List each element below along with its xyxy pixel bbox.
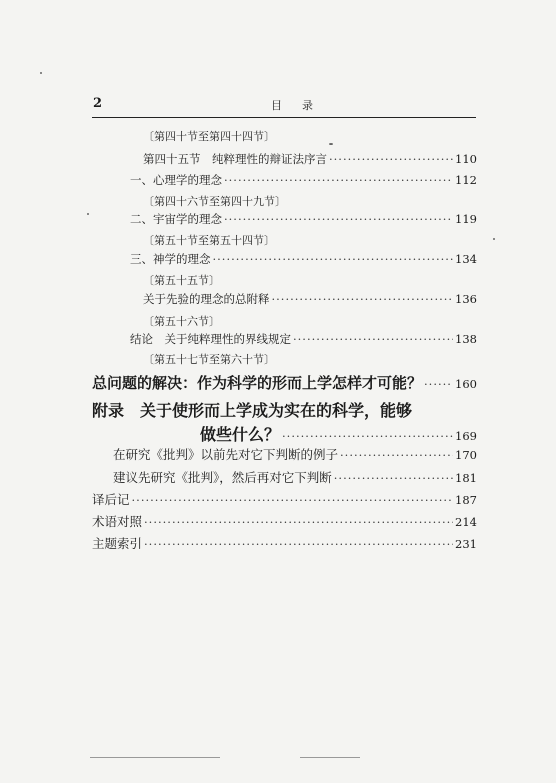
page-ref: 119 bbox=[455, 212, 477, 226]
toc-entry-glossary[interactable]: 术语对照 ····· 214 bbox=[92, 512, 477, 530]
toc-entry-general-question[interactable]: 总问题的解决：作为科学的形而上学怎样才可能？ ····· 160 bbox=[92, 372, 477, 393]
toc-entry-judgment-example[interactable]: 在研究《批判》以前先对它下判断的例子 ····· 170 bbox=[113, 445, 477, 463]
page-ref: 169 bbox=[455, 429, 477, 443]
page-ref: 214 bbox=[455, 515, 477, 529]
scan-speck bbox=[493, 238, 495, 240]
leader-dots bbox=[282, 429, 453, 443]
toc-entry-psychology[interactable]: 一、心理学的理念 ····· 112 bbox=[130, 172, 477, 188]
page-ref: 187 bbox=[455, 493, 477, 507]
leader-dots bbox=[424, 377, 453, 391]
scan-edge-mark bbox=[90, 757, 220, 758]
leader-dots bbox=[213, 252, 454, 266]
page-ref: 181 bbox=[455, 471, 477, 485]
section-range-46-49: 〔第四十六节至第四十九节〕 bbox=[143, 195, 286, 208]
section-range-40-44: 〔第四十节至第四十四节〕 bbox=[143, 130, 275, 143]
toc-entry-theology[interactable]: 三、神学的理念 ····· 134 bbox=[130, 251, 477, 267]
page-ref: 170 bbox=[455, 448, 477, 462]
page-ref: 110 bbox=[455, 152, 477, 166]
header-rule bbox=[92, 117, 476, 118]
section-range-57-60: 〔第五十七节至第六十节〕 bbox=[143, 353, 275, 366]
scan-speck bbox=[329, 143, 333, 145]
page-ref: 112 bbox=[455, 173, 477, 187]
page-ref: 138 bbox=[455, 332, 477, 346]
page-header bbox=[93, 96, 473, 116]
leader-dots bbox=[340, 448, 453, 462]
toc-entry-appendix-title: 附录 关于使形而上学成为实在的科学，能够 bbox=[92, 401, 413, 420]
toc-entry-general-remark[interactable]: 关于先验的理念的总附释 ····· 136 bbox=[143, 291, 477, 307]
leader-dots bbox=[224, 212, 453, 226]
leader-dots bbox=[144, 515, 453, 529]
toc-entry-translator-afterword[interactable]: 译后记 ····· 187 bbox=[92, 490, 477, 508]
toc-entry-conclusion[interactable]: 结论 关于纯粹理性的界线规定 ····· 138 bbox=[130, 331, 477, 347]
scan-speck bbox=[87, 213, 89, 215]
page-ref: 160 bbox=[455, 377, 477, 391]
section-range-55: 〔第五十五节〕 bbox=[143, 274, 220, 287]
toc-entry-subject-index[interactable]: 主题索引 ····· 231 bbox=[92, 534, 477, 552]
toc-entry-study-first[interactable]: 建议先研究《批判》，然后再对它下判断 ····· 181 bbox=[113, 468, 477, 486]
section-range-50-54: 〔第五十节至第五十四节〕 bbox=[143, 234, 275, 247]
page-ref: 134 bbox=[455, 252, 477, 266]
section-range-56: 〔第五十六节〕 bbox=[143, 315, 220, 328]
toc-entry-section-45[interactable]: 第四十五节 纯粹理性的辩证法序言 ····· 110 bbox=[143, 151, 477, 167]
scan-speck bbox=[40, 72, 42, 74]
toc-entry-appendix[interactable]: 做些什么？ ····· 169 bbox=[200, 422, 477, 445]
header-title: 目录 bbox=[271, 99, 333, 112]
leader-dots bbox=[144, 537, 453, 551]
leader-dots bbox=[293, 332, 453, 346]
toc-entry-cosmology[interactable]: 二、宇宙学的理念 ····· 119 bbox=[130, 211, 477, 227]
leader-dots bbox=[334, 471, 453, 485]
page-ref: 231 bbox=[455, 537, 477, 551]
scan-edge-mark bbox=[300, 757, 360, 758]
leader-dots bbox=[224, 173, 453, 187]
page-ref: 136 bbox=[455, 292, 477, 306]
leader-dots bbox=[329, 152, 453, 166]
leader-dots bbox=[132, 493, 454, 507]
page-number: 2 bbox=[93, 96, 103, 111]
leader-dots bbox=[272, 292, 454, 306]
